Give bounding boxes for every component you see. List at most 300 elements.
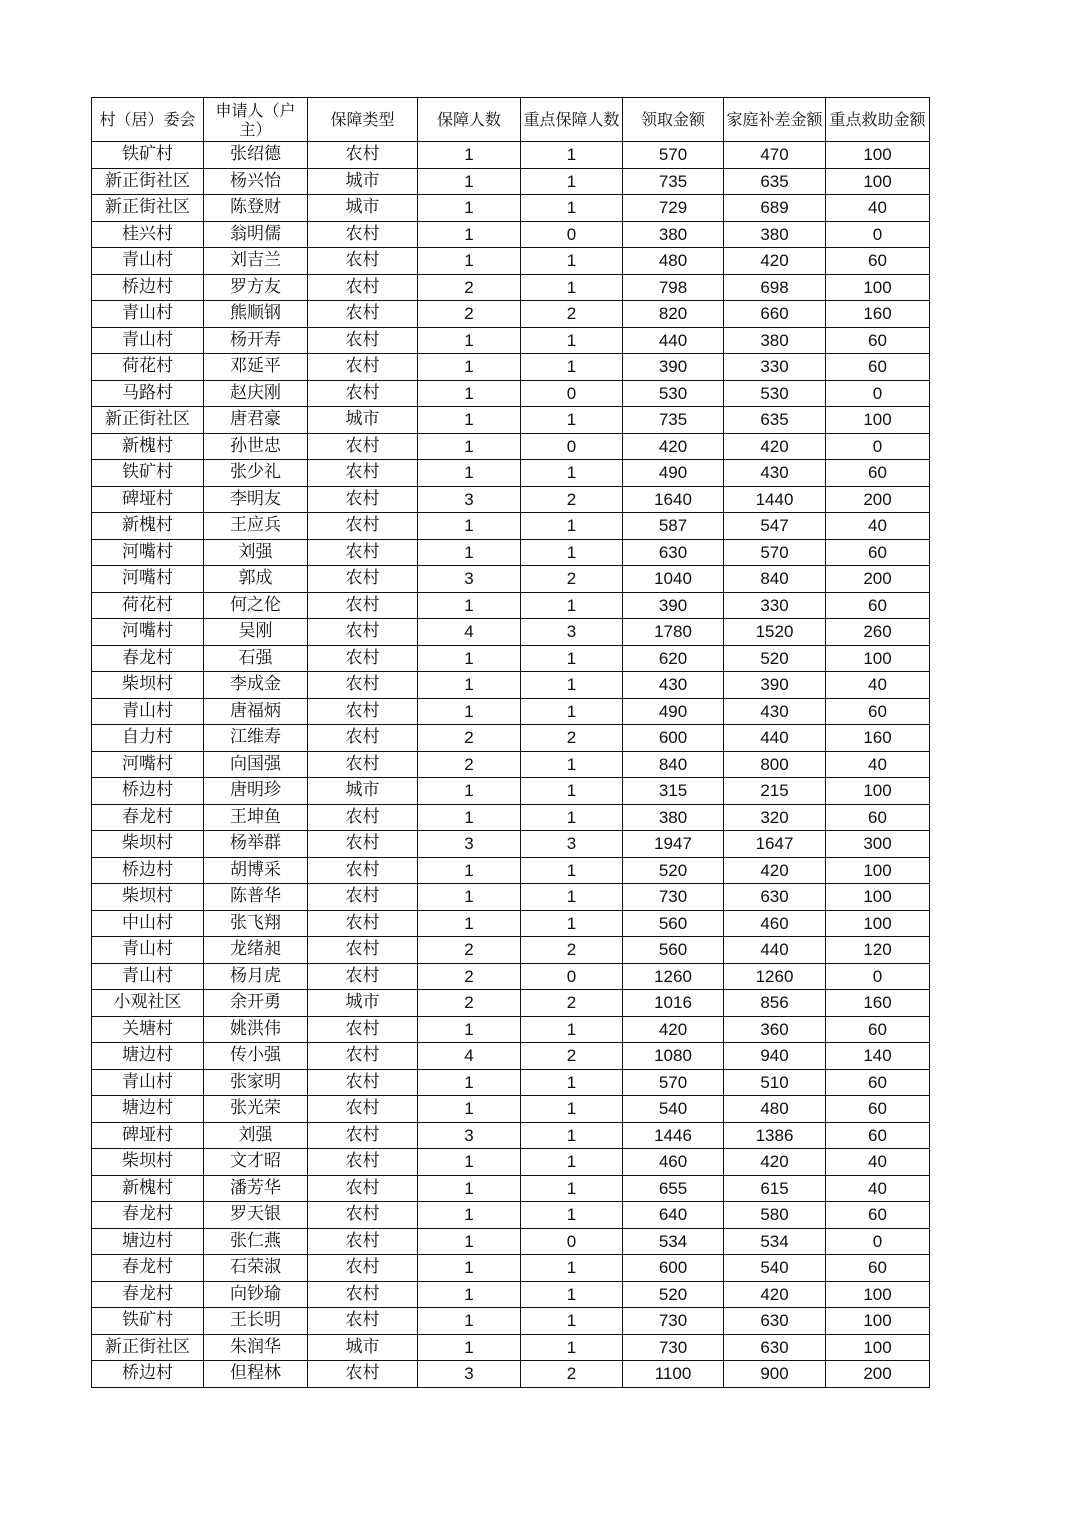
cell-applicant: 王长明 xyxy=(204,1308,308,1335)
cell-persons: 2 xyxy=(418,937,521,964)
cell-amount: 490 xyxy=(623,698,724,725)
cell-type: 农村 xyxy=(308,142,418,169)
cell-applicant: 张飞翔 xyxy=(204,910,308,937)
cell-committee: 铁矿村 xyxy=(92,1308,204,1335)
cell-amount: 1260 xyxy=(623,963,724,990)
cell-family-subsidy: 480 xyxy=(724,1096,826,1123)
table-row xyxy=(92,433,930,460)
cell-family-subsidy: 800 xyxy=(724,751,826,778)
cell-persons: 1 xyxy=(418,910,521,937)
cell-key-persons: 1 xyxy=(521,672,623,699)
cell-family-subsidy: 470 xyxy=(724,142,826,169)
cell-persons: 1 xyxy=(418,645,521,672)
table-row xyxy=(92,751,930,778)
table-row xyxy=(92,963,930,990)
cell-amount: 390 xyxy=(623,592,724,619)
cell-type: 农村 xyxy=(308,380,418,407)
cell-key-relief: 60 xyxy=(826,804,930,831)
cell-committee: 柴坝村 xyxy=(92,1149,204,1176)
cell-amount: 490 xyxy=(623,460,724,487)
cell-type: 农村 xyxy=(308,354,418,381)
cell-key-persons: 1 xyxy=(521,1202,623,1229)
cell-committee: 河嘴村 xyxy=(92,566,204,593)
cell-key-persons: 2 xyxy=(521,725,623,752)
table-row xyxy=(92,1255,930,1282)
cell-committee: 桥边村 xyxy=(92,274,204,301)
cell-family-subsidy: 320 xyxy=(724,804,826,831)
cell-key-persons: 2 xyxy=(521,990,623,1017)
cell-family-subsidy: 547 xyxy=(724,513,826,540)
cell-applicant: 但程林 xyxy=(204,1361,308,1388)
cell-persons: 1 xyxy=(418,1149,521,1176)
cell-key-relief: 40 xyxy=(826,672,930,699)
cell-family-subsidy: 1386 xyxy=(724,1122,826,1149)
cell-family-subsidy: 440 xyxy=(724,725,826,752)
cell-committee: 塘边村 xyxy=(92,1228,204,1255)
cell-amount: 587 xyxy=(623,513,724,540)
cell-family-subsidy: 698 xyxy=(724,274,826,301)
cell-persons: 1 xyxy=(418,248,521,275)
cell-type: 农村 xyxy=(308,937,418,964)
cell-key-relief: 60 xyxy=(826,1122,930,1149)
cell-key-persons: 1 xyxy=(521,1334,623,1361)
cell-key-relief: 60 xyxy=(826,698,930,725)
cell-amount: 420 xyxy=(623,433,724,460)
cell-type: 农村 xyxy=(308,1043,418,1070)
table-row xyxy=(92,910,930,937)
cell-key-relief: 100 xyxy=(826,274,930,301)
header-type: 保障类型 xyxy=(308,98,418,142)
cell-committee: 河嘴村 xyxy=(92,751,204,778)
cell-persons: 1 xyxy=(418,1308,521,1335)
table-row xyxy=(92,857,930,884)
cell-persons: 1 xyxy=(418,1228,521,1255)
cell-applicant: 向钞瑜 xyxy=(204,1281,308,1308)
cell-committee: 柴坝村 xyxy=(92,831,204,858)
table-row xyxy=(92,698,930,725)
cell-key-relief: 40 xyxy=(826,1149,930,1176)
cell-persons: 1 xyxy=(418,539,521,566)
cell-family-subsidy: 420 xyxy=(724,248,826,275)
cell-type: 农村 xyxy=(308,910,418,937)
cell-persons: 1 xyxy=(418,1202,521,1229)
cell-committee: 青山村 xyxy=(92,327,204,354)
cell-type: 农村 xyxy=(308,327,418,354)
cell-family-subsidy: 430 xyxy=(724,698,826,725)
cell-type: 农村 xyxy=(308,645,418,672)
cell-amount: 570 xyxy=(623,142,724,169)
cell-persons: 2 xyxy=(418,990,521,1017)
cell-family-subsidy: 1647 xyxy=(724,831,826,858)
cell-type: 农村 xyxy=(308,566,418,593)
cell-key-persons: 1 xyxy=(521,778,623,805)
cell-committee: 中山村 xyxy=(92,910,204,937)
cell-committee: 青山村 xyxy=(92,1069,204,1096)
cell-committee: 铁矿村 xyxy=(92,460,204,487)
cell-type: 农村 xyxy=(308,751,418,778)
cell-committee: 荷花村 xyxy=(92,592,204,619)
table-row xyxy=(92,619,930,646)
table-row xyxy=(92,1334,930,1361)
cell-applicant: 李明友 xyxy=(204,486,308,513)
cell-family-subsidy: 530 xyxy=(724,380,826,407)
cell-amount: 640 xyxy=(623,1202,724,1229)
table-row xyxy=(92,354,930,381)
cell-key-relief: 60 xyxy=(826,592,930,619)
table-row xyxy=(92,486,930,513)
cell-family-subsidy: 420 xyxy=(724,1149,826,1176)
cell-family-subsidy: 635 xyxy=(724,407,826,434)
cell-family-subsidy: 390 xyxy=(724,672,826,699)
cell-amount: 560 xyxy=(623,910,724,937)
cell-key-relief: 40 xyxy=(826,195,930,222)
cell-applicant: 朱润华 xyxy=(204,1334,308,1361)
cell-committee: 柴坝村 xyxy=(92,672,204,699)
cell-amount: 735 xyxy=(623,407,724,434)
cell-key-relief: 100 xyxy=(826,168,930,195)
cell-persons: 1 xyxy=(418,1016,521,1043)
cell-committee: 新正街社区 xyxy=(92,195,204,222)
cell-family-subsidy: 460 xyxy=(724,910,826,937)
cell-amount: 520 xyxy=(623,1281,724,1308)
cell-persons: 2 xyxy=(418,725,521,752)
cell-key-relief: 100 xyxy=(826,778,930,805)
cell-key-persons: 1 xyxy=(521,513,623,540)
cell-persons: 1 xyxy=(418,778,521,805)
cell-persons: 1 xyxy=(418,168,521,195)
cell-key-relief: 60 xyxy=(826,539,930,566)
cell-persons: 1 xyxy=(418,1069,521,1096)
cell-key-relief: 100 xyxy=(826,142,930,169)
cell-applicant: 余开勇 xyxy=(204,990,308,1017)
cell-key-relief: 160 xyxy=(826,301,930,328)
cell-committee: 桥边村 xyxy=(92,778,204,805)
cell-family-subsidy: 510 xyxy=(724,1069,826,1096)
cell-family-subsidy: 840 xyxy=(724,566,826,593)
cell-applicant: 杨举群 xyxy=(204,831,308,858)
cell-family-subsidy: 900 xyxy=(724,1361,826,1388)
header-amount: 领取金额 xyxy=(623,98,724,142)
cell-persons: 4 xyxy=(418,1043,521,1070)
cell-type: 农村 xyxy=(308,513,418,540)
cell-applicant: 陈登财 xyxy=(204,195,308,222)
cell-committee: 马路村 xyxy=(92,380,204,407)
cell-applicant: 江维寿 xyxy=(204,725,308,752)
cell-committee: 碑垭村 xyxy=(92,1122,204,1149)
cell-persons: 1 xyxy=(418,142,521,169)
cell-key-relief: 60 xyxy=(826,1096,930,1123)
cell-type: 农村 xyxy=(308,619,418,646)
cell-key-persons: 0 xyxy=(521,963,623,990)
cell-committee: 柴坝村 xyxy=(92,884,204,911)
cell-committee: 青山村 xyxy=(92,937,204,964)
cell-key-persons: 3 xyxy=(521,619,623,646)
cell-family-subsidy: 630 xyxy=(724,1308,826,1335)
cell-type: 农村 xyxy=(308,1228,418,1255)
cell-type: 农村 xyxy=(308,1016,418,1043)
cell-key-relief: 200 xyxy=(826,486,930,513)
cell-key-relief: 60 xyxy=(826,460,930,487)
cell-committee: 桥边村 xyxy=(92,857,204,884)
table-row xyxy=(92,566,930,593)
cell-amount: 1780 xyxy=(623,619,724,646)
cell-persons: 1 xyxy=(418,460,521,487)
cell-family-subsidy: 689 xyxy=(724,195,826,222)
table-row xyxy=(92,645,930,672)
cell-key-persons: 1 xyxy=(521,804,623,831)
cell-amount: 1947 xyxy=(623,831,724,858)
cell-family-subsidy: 635 xyxy=(724,168,826,195)
cell-applicant: 向国强 xyxy=(204,751,308,778)
cell-key-persons: 0 xyxy=(521,1228,623,1255)
cell-type: 农村 xyxy=(308,221,418,248)
cell-amount: 540 xyxy=(623,1096,724,1123)
header-committee: 村（居）委会 xyxy=(92,98,204,142)
header-row xyxy=(92,98,930,142)
cell-family-subsidy: 330 xyxy=(724,354,826,381)
cell-amount: 560 xyxy=(623,937,724,964)
cell-type: 城市 xyxy=(308,168,418,195)
cell-amount: 1016 xyxy=(623,990,724,1017)
cell-family-subsidy: 615 xyxy=(724,1175,826,1202)
cell-persons: 1 xyxy=(418,672,521,699)
cell-amount: 730 xyxy=(623,1334,724,1361)
cell-applicant: 唐福炳 xyxy=(204,698,308,725)
cell-persons: 1 xyxy=(418,195,521,222)
table-row xyxy=(92,1308,930,1335)
header-family-subsidy: 家庭补差金额 xyxy=(724,98,826,142)
cell-committee: 青山村 xyxy=(92,698,204,725)
header-key-relief: 重点救助金额 xyxy=(826,98,930,142)
cell-family-subsidy: 215 xyxy=(724,778,826,805)
cell-committee: 青山村 xyxy=(92,963,204,990)
cell-applicant: 石强 xyxy=(204,645,308,672)
cell-key-relief: 100 xyxy=(826,884,930,911)
cell-type: 农村 xyxy=(308,433,418,460)
cell-committee: 春龙村 xyxy=(92,1255,204,1282)
cell-amount: 840 xyxy=(623,751,724,778)
cell-amount: 620 xyxy=(623,645,724,672)
cell-committee: 河嘴村 xyxy=(92,619,204,646)
table-row xyxy=(92,248,930,275)
cell-type: 农村 xyxy=(308,1308,418,1335)
cell-key-relief: 260 xyxy=(826,619,930,646)
cell-committee: 新正街社区 xyxy=(92,1334,204,1361)
cell-applicant: 张仁燕 xyxy=(204,1228,308,1255)
cell-type: 农村 xyxy=(308,1069,418,1096)
cell-committee: 碑垭村 xyxy=(92,486,204,513)
table-row xyxy=(92,1043,930,1070)
cell-key-persons: 3 xyxy=(521,831,623,858)
cell-family-subsidy: 430 xyxy=(724,460,826,487)
cell-key-relief: 40 xyxy=(826,513,930,540)
cell-type: 城市 xyxy=(308,778,418,805)
cell-persons: 2 xyxy=(418,963,521,990)
table-row xyxy=(92,831,930,858)
cell-type: 城市 xyxy=(308,195,418,222)
cell-amount: 600 xyxy=(623,725,724,752)
cell-amount: 1040 xyxy=(623,566,724,593)
cell-amount: 390 xyxy=(623,354,724,381)
cell-amount: 1640 xyxy=(623,486,724,513)
cell-applicant: 郭成 xyxy=(204,566,308,593)
table-row xyxy=(92,1096,930,1123)
cell-type: 农村 xyxy=(308,884,418,911)
header-key-persons: 重点保障人数 xyxy=(521,98,623,142)
cell-committee: 塘边村 xyxy=(92,1043,204,1070)
cell-type: 农村 xyxy=(308,539,418,566)
cell-type: 农村 xyxy=(308,248,418,275)
cell-applicant: 张绍德 xyxy=(204,142,308,169)
cell-committee: 桂兴村 xyxy=(92,221,204,248)
cell-family-subsidy: 420 xyxy=(724,1281,826,1308)
cell-family-subsidy: 856 xyxy=(724,990,826,1017)
cell-type: 农村 xyxy=(308,274,418,301)
cell-key-persons: 2 xyxy=(521,486,623,513)
cell-applicant: 杨开寿 xyxy=(204,327,308,354)
cell-amount: 520 xyxy=(623,857,724,884)
cell-key-persons: 2 xyxy=(521,1361,623,1388)
cell-family-subsidy: 420 xyxy=(724,433,826,460)
cell-key-relief: 120 xyxy=(826,937,930,964)
cell-persons: 3 xyxy=(418,831,521,858)
cell-type: 农村 xyxy=(308,1255,418,1282)
table-row xyxy=(92,168,930,195)
cell-family-subsidy: 330 xyxy=(724,592,826,619)
table-row xyxy=(92,1175,930,1202)
cell-key-relief: 60 xyxy=(826,248,930,275)
cell-applicant: 刘吉兰 xyxy=(204,248,308,275)
cell-family-subsidy: 380 xyxy=(724,327,826,354)
cell-persons: 3 xyxy=(418,1122,521,1149)
cell-family-subsidy: 440 xyxy=(724,937,826,964)
cell-key-relief: 100 xyxy=(826,407,930,434)
cell-amount: 315 xyxy=(623,778,724,805)
cell-key-persons: 1 xyxy=(521,354,623,381)
cell-key-persons: 0 xyxy=(521,433,623,460)
cell-key-persons: 2 xyxy=(521,937,623,964)
cell-applicant: 翁明儒 xyxy=(204,221,308,248)
cell-committee: 新正街社区 xyxy=(92,407,204,434)
cell-persons: 3 xyxy=(418,486,521,513)
cell-key-persons: 1 xyxy=(521,1149,623,1176)
table-row xyxy=(92,1202,930,1229)
cell-applicant: 唐明珍 xyxy=(204,778,308,805)
cell-key-relief: 0 xyxy=(826,963,930,990)
cell-key-persons: 0 xyxy=(521,380,623,407)
cell-applicant: 刘强 xyxy=(204,1122,308,1149)
cell-applicant: 张家明 xyxy=(204,1069,308,1096)
table-row xyxy=(92,274,930,301)
table-row xyxy=(92,725,930,752)
cell-type: 农村 xyxy=(308,698,418,725)
cell-amount: 440 xyxy=(623,327,724,354)
table-row xyxy=(92,513,930,540)
table-row xyxy=(92,195,930,222)
cell-key-persons: 1 xyxy=(521,142,623,169)
cell-key-relief: 200 xyxy=(826,566,930,593)
cell-applicant: 罗天银 xyxy=(204,1202,308,1229)
cell-amount: 730 xyxy=(623,1308,724,1335)
cell-key-relief: 40 xyxy=(826,1175,930,1202)
cell-key-persons: 1 xyxy=(521,460,623,487)
cell-applicant: 张少礼 xyxy=(204,460,308,487)
cell-key-persons: 1 xyxy=(521,884,623,911)
cell-applicant: 熊顺钢 xyxy=(204,301,308,328)
cell-committee: 春龙村 xyxy=(92,1202,204,1229)
cell-persons: 1 xyxy=(418,1096,521,1123)
cell-applicant: 赵庆刚 xyxy=(204,380,308,407)
table-row xyxy=(92,1361,930,1388)
cell-type: 农村 xyxy=(308,804,418,831)
cell-persons: 1 xyxy=(418,380,521,407)
cell-key-relief: 40 xyxy=(826,751,930,778)
cell-family-subsidy: 580 xyxy=(724,1202,826,1229)
cell-applicant: 龙绪昶 xyxy=(204,937,308,964)
cell-type: 城市 xyxy=(308,1334,418,1361)
cell-key-persons: 2 xyxy=(521,1043,623,1070)
cell-amount: 798 xyxy=(623,274,724,301)
cell-key-relief: 60 xyxy=(826,327,930,354)
cell-key-persons: 1 xyxy=(521,1281,623,1308)
cell-key-persons: 0 xyxy=(521,221,623,248)
cell-applicant: 杨兴怡 xyxy=(204,168,308,195)
cell-key-persons: 2 xyxy=(521,566,623,593)
cell-amount: 1100 xyxy=(623,1361,724,1388)
cell-family-subsidy: 360 xyxy=(724,1016,826,1043)
cell-key-persons: 1 xyxy=(521,1096,623,1123)
cell-committee: 新正街社区 xyxy=(92,168,204,195)
cell-persons: 1 xyxy=(418,221,521,248)
cell-key-relief: 160 xyxy=(826,990,930,1017)
cell-applicant: 唐君豪 xyxy=(204,407,308,434)
cell-committee: 铁矿村 xyxy=(92,142,204,169)
cell-type: 农村 xyxy=(308,1175,418,1202)
cell-applicant: 潘芳华 xyxy=(204,1175,308,1202)
cell-committee: 小观社区 xyxy=(92,990,204,1017)
cell-key-persons: 1 xyxy=(521,274,623,301)
header-persons: 保障人数 xyxy=(418,98,521,142)
cell-persons: 4 xyxy=(418,619,521,646)
cell-amount: 530 xyxy=(623,380,724,407)
cell-committee: 桥边村 xyxy=(92,1361,204,1388)
cell-applicant: 吴刚 xyxy=(204,619,308,646)
cell-applicant: 胡博采 xyxy=(204,857,308,884)
cell-family-subsidy: 534 xyxy=(724,1228,826,1255)
cell-persons: 2 xyxy=(418,301,521,328)
cell-type: 农村 xyxy=(308,1149,418,1176)
cell-type: 农村 xyxy=(308,963,418,990)
cell-committee: 春龙村 xyxy=(92,645,204,672)
cell-amount: 1080 xyxy=(623,1043,724,1070)
cell-key-relief: 100 xyxy=(826,1334,930,1361)
table-row xyxy=(92,1069,930,1096)
cell-key-relief: 100 xyxy=(826,1281,930,1308)
cell-key-persons: 1 xyxy=(521,910,623,937)
cell-persons: 1 xyxy=(418,1255,521,1282)
cell-committee: 塘边村 xyxy=(92,1096,204,1123)
cell-type: 农村 xyxy=(308,1281,418,1308)
cell-key-relief: 100 xyxy=(826,1308,930,1335)
cell-persons: 1 xyxy=(418,407,521,434)
table-row xyxy=(92,990,930,1017)
cell-applicant: 王坤鱼 xyxy=(204,804,308,831)
cell-key-relief: 160 xyxy=(826,725,930,752)
cell-amount: 420 xyxy=(623,1016,724,1043)
cell-family-subsidy: 540 xyxy=(724,1255,826,1282)
cell-committee: 青山村 xyxy=(92,248,204,275)
cell-key-relief: 0 xyxy=(826,1228,930,1255)
